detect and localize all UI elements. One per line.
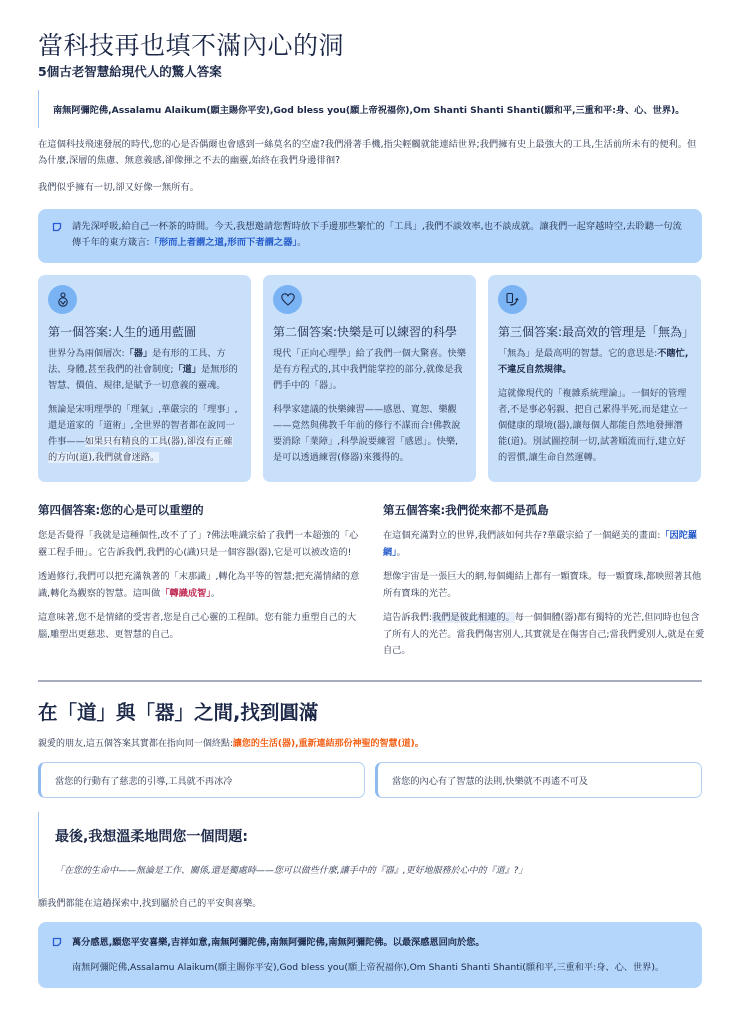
blessing-quote <box>38 90 702 128</box>
card-paragraph: 世界分為兩個層次:「器」是有形的工具、方法、身體,甚至我們的社會制度;「道」是無形的智慧、價值、規律,是賦予一切意義的靈魂。 <box>48 348 238 391</box>
proverb-highlight: 「形而上者謂之道,形而下者謂之器」 <box>149 237 298 248</box>
section-paragraph: 在這個充滿對立的世界,我們該如何共存?華嚴宗給了一個絕美的畫面:「因陀羅網」。 <box>383 530 698 558</box>
intro-callout <box>38 209 702 263</box>
section-title: 第四個答案:您的心是可以重塑的 <box>38 503 204 517</box>
conclusion-heading: 在「道」與「器」之間,找到圓滿 <box>38 701 319 724</box>
section-title: 第五個答案:我們從來都不是孤島 <box>383 503 549 517</box>
card-answer-2 <box>263 275 476 482</box>
note-icon <box>52 937 62 947</box>
highlight-term: 「因陀羅網」 <box>383 530 698 558</box>
card-icon-circle <box>498 285 527 314</box>
conclusion-summary: 親愛的朋友,這五個答案其實都在指向同一個終點:讓您的生活(器),重新連結那份神聖的智慧(道)。 <box>38 739 424 749</box>
section-paragraph: 這意味著,您不是情緒的受害者,您是自己心靈的工程師。您有能力重塑自己的大腦,雕塑出更慈悲、更智慧的自己。 <box>38 612 357 640</box>
note-icon <box>52 222 62 232</box>
section-paragraph: 想像宇宙是一張巨大的網,每個繩結上都有一顆寶珠。每一顆寶珠,都映照著其他所有寶珠的光芒。 <box>383 571 702 599</box>
answer-four-section <box>38 502 362 643</box>
closing-callout <box>38 922 702 988</box>
quote-box: 當您的行動有了慈悲的引導,工具就不再冰冷 <box>38 762 365 798</box>
card-answer-1 <box>38 275 251 482</box>
page-title: 當科技再也填不滿內心的洞 <box>38 31 345 60</box>
heart-icon <box>281 293 295 306</box>
card-paragraph: 無論是宋明理學的「理氣」,華嚴宗的「理事」,還是道家的「道術」,全世界的智者都在說同一件事——如果只有精良的工具(器),卻沒有正確的方向(道),我們就會迷路。 <box>48 404 238 463</box>
section-paragraph: 這告訴我們:我們是彼此相連的。每一個個體(器)都有獨特的光芒,但同時也包含了所有人的光芒。當我們傷害別人,其實就是在傷害自己;當我們愛別人,就是在愛自己。 <box>383 612 705 656</box>
final-question-quote: 「在您的生命中——無論是工作、關係,還是獨處時——您可以做些什麼,讓手中的『器』,更好地服務於心中的『道』?」 <box>55 866 528 876</box>
phone-release-icon <box>505 292 520 307</box>
meditation-person-icon <box>56 292 70 308</box>
card-paragraph: 現代「正向心理學」給了我們一個大驚喜。快樂是有方程式的,其中我們能掌控的部分,就像是我們手中的「器」。 <box>273 348 466 391</box>
answer-five-section <box>383 502 707 660</box>
closing-blessing: 南無阿彌陀佛,Assalamu Alaikum(願主賜你平安),God bless you(願上帝祝福你),Om Shanti Shanti Shanti(願和平,三重和平:身、心、世界)。 <box>72 962 665 973</box>
card-icon-circle <box>273 285 302 314</box>
section-paragraph: 您是否覺得「我就是這種個性,改不了了」?佛法唯識宗給了我們一本超強的「心靈工程手冊」。它告訴我們,我們的心(識)只是一個容器(器),它是可以被改造的! <box>38 530 359 558</box>
intro-paragraph-1: 在這個科技飛速發展的時代,您的心是否偶爾也會感到一絲莫名的空虛?我們滑著手機,指尖輕觸就能連結世界;我們擁有史上最強大的工具,生活前所未有的便利。但為什麼,深層的焦慮、無意義感,卻像揮之不去的幽靈,始終在我們身邊徘徊? <box>38 139 697 166</box>
closing-wish: 願我們都能在這趟探索中,找到屬於自己的平安與喜樂。 <box>38 898 262 909</box>
card-title: 第二個答案:快樂是可以練習的科學 <box>273 325 458 339</box>
final-question-block <box>38 812 702 898</box>
highlight-term: 「轉識成智」 <box>160 587 211 599</box>
quote-boxes <box>38 762 702 798</box>
card-title: 第三個答案:最高效的管理是「無為」 <box>498 325 695 339</box>
page-subtitle: 5個古老智慧給現代人的驚人答案 <box>38 64 222 79</box>
section-paragraph: 透過修行,我們可以把充滿執著的「末那識」,轉化為平等的智慧;把充滿情緒的意識,轉化為觀察的智慧。這叫做「轉識成智」。 <box>38 571 360 599</box>
card-title: 第一個答案:人生的通用藍圖 <box>48 325 197 339</box>
answer-cards <box>38 275 702 482</box>
final-question-title: 最後,我想溫柔地問您一個問題: <box>55 829 248 845</box>
card-answer-3 <box>488 275 701 482</box>
intro-callout-text: 請先深呼吸,給自己一杯茶的時間。今天,我想邀請您暫時放下手邊那些繁忙的「工具」,我們不談效率,也不談成就。讓我們一起穿越時空,去聆聽一句流傳千年的東方箴言:「形而上者謂之道,形而下者謂之器」。 <box>72 221 682 248</box>
quote-box: 當您的內心有了智慧的法則,快樂就不再遙不可及 <box>375 762 702 798</box>
highlight-summary: 讓您的生活(器),重新連結那份神聖的智慧(道)。 <box>232 739 424 749</box>
blessing-text: 南無阿彌陀佛,Assalamu Alaikum(願主賜你平安),God bless you(願上帝祝福你),Om Shanti Shanti Shanti(願和平,三重和平:身、心、世界)。 <box>53 105 685 116</box>
card-paragraph: 科學家建議的快樂練習——感恩、寬恕、樂觀——竟然與佛教千年前的修行不謀而合!佛教說要消除「業障」,科學說要練習「感恩」。快樂,是可以透過練習(修器)來獲得的。 <box>273 404 461 463</box>
card-paragraph: 這就像現代的「複雜系統理論」。一個好的管理者,不是事必躬親、把自己累得半死,而是建立一個健康的環境(器),讓每個人都能自然地發揮潛能(道)。別試圖控制一切,試著順流而行,建立好的習慣,讓生命自然運轉。 <box>498 388 688 463</box>
section-divider <box>38 680 702 682</box>
card-paragraph: 「無為」是最高明的智慧。它的意思是:不瞎忙,不違反自然規律。 <box>498 348 689 375</box>
closing-gratitude: 萬分感恩,願您平安喜樂,吉祥如意,南無阿彌陀佛,南無阿彌陀佛,南無阿彌陀佛。以最深感恩回向於您。 <box>72 937 485 948</box>
intro-paragraph-2: 我們似乎擁有一切,卻又好像一無所有。 <box>38 182 200 193</box>
card-icon-circle <box>48 285 77 314</box>
